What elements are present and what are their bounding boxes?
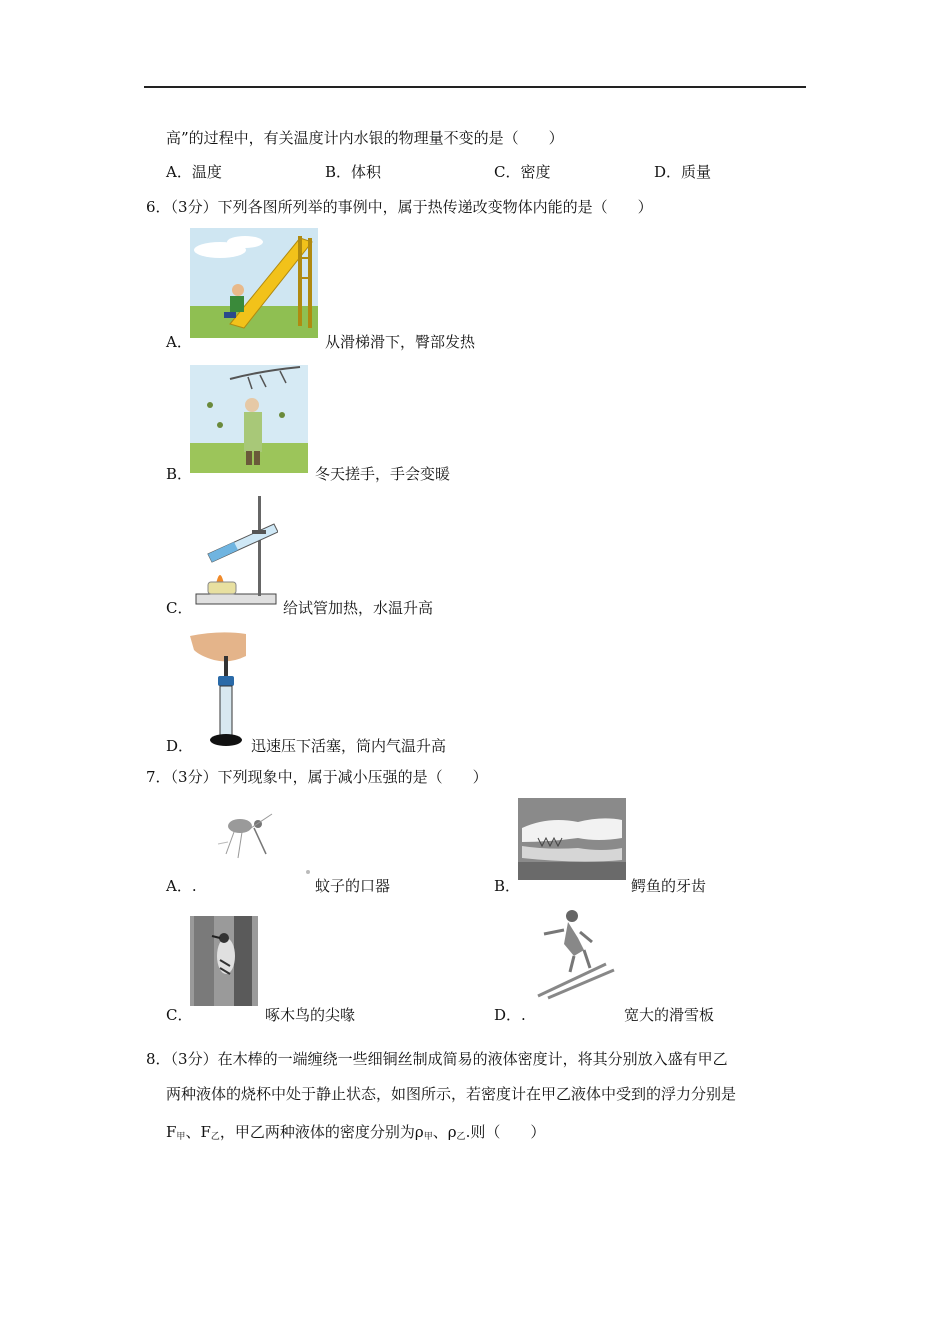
test-tube-heating-picture bbox=[194, 494, 278, 606]
q6-option-d-label: D． bbox=[166, 737, 194, 755]
mosquito-picture bbox=[208, 808, 316, 878]
q7-option-c-label: C． bbox=[166, 1006, 193, 1024]
buoyancy-symbol: F bbox=[166, 1123, 177, 1141]
skier-picture bbox=[530, 904, 622, 1000]
q6-option-b-text: 冬天搓手，手会变暖 bbox=[315, 465, 451, 483]
woodpecker-picture bbox=[190, 916, 258, 1006]
q6-option-c-label: C． bbox=[166, 599, 193, 617]
slide-picture bbox=[190, 228, 318, 338]
q8-stem-line3 bbox=[166, 1122, 545, 1147]
q6-option-a-label: A． bbox=[166, 333, 192, 351]
q5-option-a: A．温度 bbox=[166, 163, 222, 181]
piston-cylinder-picture bbox=[190, 630, 250, 750]
q6-option-a-text: 从滑梯滑下，臀部发热 bbox=[325, 333, 476, 351]
q6-option-b-label: B． bbox=[166, 465, 193, 483]
q8-tail: .则（ ） bbox=[465, 1123, 546, 1141]
q7-option-c-text: 啄木鸟的尖喙 bbox=[265, 1006, 356, 1024]
q7-option-a-label: A．. bbox=[166, 877, 197, 895]
q6-option-c-text: 给试管加热，水温升高 bbox=[283, 599, 434, 617]
rubbing-hands-picture bbox=[190, 365, 308, 473]
q5-option-b: B．体积 bbox=[325, 163, 382, 181]
subscript-yi-2: 乙 bbox=[456, 1132, 466, 1142]
q5-option-c: C．密度 bbox=[494, 163, 551, 181]
q5-stem-continuation: 高”的过程中，有关温度计内水银的物理量不变的是（ ） bbox=[166, 129, 564, 147]
q6-option-d-text: 迅速压下活塞，筒内气温升高 bbox=[251, 737, 447, 755]
q8-stem-line1: 8．（3分）在木棒的一端缠绕一些细铜丝制成简易的液体密度计，将其分别放入盛有甲乙 bbox=[146, 1050, 728, 1068]
q8-stem-line2: 两种液体的烧杯中处于静止状态，如图所示，若密度计在甲乙液体中受到的浮力分别是 bbox=[166, 1085, 737, 1103]
q7-option-d-label: D．. bbox=[494, 1006, 526, 1024]
q7-option-b-label: B． bbox=[494, 877, 521, 895]
q7-option-a-text: 蚊子的口器 bbox=[315, 877, 391, 895]
q6-stem: 6．（3分）下列各图所列举的事例中，属于热传递改变物体内能的是（ ） bbox=[146, 198, 653, 216]
crocodile-picture bbox=[518, 798, 626, 880]
separator-1: 、F bbox=[185, 1123, 211, 1141]
header-rule bbox=[144, 86, 806, 88]
separator-2: 、ρ bbox=[432, 1123, 457, 1141]
subscript-jia-2: 甲 bbox=[423, 1132, 433, 1142]
q7-option-b-text: 鳄鱼的牙齿 bbox=[631, 877, 707, 895]
q7-option-d-text: 宽大的滑雪板 bbox=[624, 1006, 715, 1024]
density-text: ，甲乙两种液体的密度分别为ρ bbox=[219, 1123, 424, 1141]
q5-option-d: D．质量 bbox=[654, 163, 712, 181]
subscript-yi: 乙 bbox=[210, 1132, 220, 1142]
q7-stem: 7．（3分）下列现象中，属于减小压强的是（ ） bbox=[146, 768, 488, 786]
subscript-jia: 甲 bbox=[176, 1132, 186, 1142]
